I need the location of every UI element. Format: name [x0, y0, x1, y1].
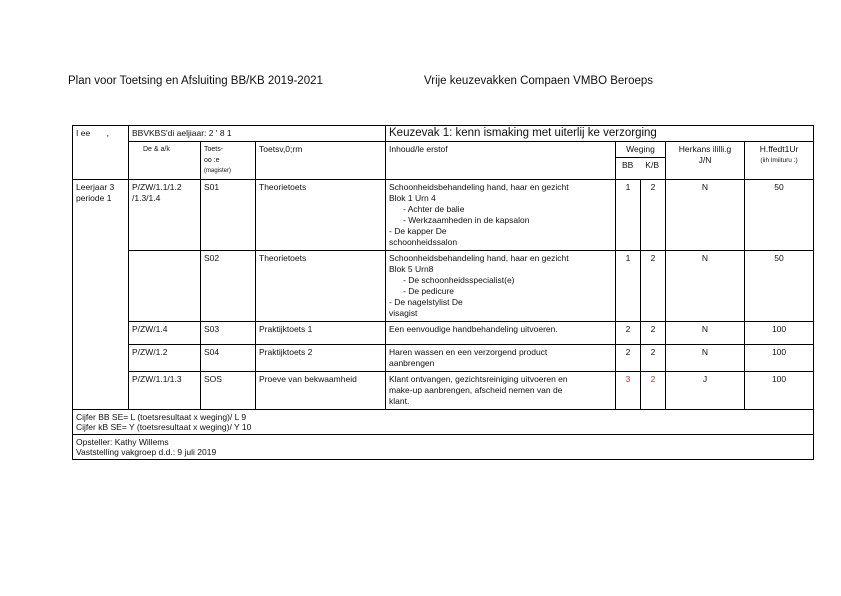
cijfer-bb: Cijfer BB SE= L (toetsresultaat x weging)/ L 9: [76, 412, 247, 422]
row2-line: visagist: [389, 308, 418, 318]
row1-vorm: Theorietoets: [256, 180, 386, 251]
row3-toetscode: S03: [201, 322, 256, 345]
row1-line: - Achter de balie: [403, 204, 465, 214]
plan-title: Plan voor Toetsing en Afsluiting BB/KB 2019-2021: [68, 75, 323, 87]
row1-herkans: N: [666, 180, 745, 251]
row4-bb: 2: [616, 345, 641, 372]
header-tijd-sub: (iih lmiituru :): [760, 157, 798, 164]
empty-header: [73, 142, 129, 180]
row2-line: - De nagelstylist De: [389, 297, 463, 307]
opsteller: Opsteller: Kathy Willems: [76, 437, 169, 447]
row5-toetscode: SOS: [201, 372, 256, 410]
row2-line: Schoonheidsbehandeling hand, haar en gezicht: [389, 253, 569, 263]
table-row: [73, 180, 814, 251]
row4-line: Haren wassen en een verzorgend product: [389, 347, 548, 357]
row3-tijd: 100: [745, 322, 814, 345]
row1-toetscode: S01: [201, 180, 256, 251]
table-row: [73, 345, 814, 372]
header-toetsvorm: Toetsv,0;rm: [256, 142, 386, 180]
row3-inhoud: Een eenvoudige handbehandeling uitvoeren.: [386, 322, 616, 345]
header-toetscode: [201, 142, 256, 180]
header-toetscode-label: Toets- oo :e: [204, 146, 224, 164]
row2-line: - De pedicure: [403, 286, 455, 296]
row4-line: aanbrengen: [389, 358, 435, 368]
row4-code: P/ZW/1.2: [129, 345, 201, 372]
table-row: [73, 372, 814, 410]
row1-tijd: 50: [745, 180, 814, 251]
row3-herkans: N: [666, 322, 745, 345]
row2-inhoud: [386, 251, 616, 322]
row2-line: Blok 5 Urn8: [389, 264, 434, 274]
header-weging-label: Weging: [626, 144, 655, 154]
row2-toetscode: S02: [201, 251, 256, 322]
period-label: Leerjaar 3 periode 1: [73, 180, 129, 410]
header-toetscode-sub: (magister): [204, 168, 232, 174]
row5-kb: 2: [641, 372, 666, 410]
row2-vorm: Theorietoets: [256, 251, 386, 322]
row5-inhoud: [386, 372, 616, 410]
vaststelling: Vaststelling vakgroep d.d.: 9 juli 2019: [76, 447, 217, 457]
row2-line: - De schoonheidsspecialist(e): [403, 275, 515, 285]
row5-line: klant.: [389, 396, 410, 406]
schooljaar-cell: [129, 126, 386, 142]
cijfer-row: [73, 410, 814, 435]
table-row: [73, 322, 814, 345]
row1-line: Schoonheidsbehandeling hand, haar en gezicht: [389, 182, 569, 192]
row5-vorm: Proeve van bekwaamheid: [256, 372, 386, 410]
row5-line: Klant ontvangen, gezichtsreiniging uitvoeren en: [389, 374, 568, 384]
row2-tijd: 50: [745, 251, 814, 322]
row4-inhoud: [386, 345, 616, 372]
row2-kb: 2: [641, 251, 666, 322]
header-code: De & a/k: [129, 142, 201, 180]
row4-herkans: N: [666, 345, 745, 372]
row5-line: make-up aanbrengen, afscheid nemen van de: [389, 385, 563, 395]
row1-kb: 2: [641, 180, 666, 251]
subject-title: Vrije keuzevakken Compaen VMBO Beroeps: [424, 75, 654, 87]
row1-bb: 1: [616, 180, 641, 251]
top-left-cell: [73, 126, 129, 142]
header-weging-bb: BB: [621, 160, 634, 170]
row5-herkans: J: [666, 372, 745, 410]
row1-inhoud: [386, 180, 616, 251]
row1-line: Blok 1 Urn 4: [389, 193, 436, 203]
row4-vorm: Praktijktoets 2: [256, 345, 386, 372]
header-weging: [616, 142, 666, 180]
opsteller-row: [73, 435, 814, 460]
row3-vorm: Praktijktoets 1: [256, 322, 386, 345]
row2-bb: 1: [616, 251, 641, 322]
schooljaar-label: BBVKBS'di aeljiaar: 2 ' 8 1: [132, 128, 232, 138]
row1-line: - De kapper De: [389, 226, 447, 236]
row1-code: P/ZW/1.1/1.2 /1.3/1.4: [129, 180, 201, 251]
header-row: [73, 142, 814, 180]
top-row: [73, 126, 814, 142]
opsteller-cell: [73, 435, 814, 460]
row5-bb: 3: [616, 372, 641, 410]
row5-code: P/ZW/1.1/1.3: [129, 372, 201, 410]
row3-bb: 2: [616, 322, 641, 345]
row1-line: schoonheidssalon: [389, 237, 458, 247]
header-tijd-label: H.ffedt1Ur: [759, 144, 799, 154]
pta-table: [72, 125, 814, 460]
row1-line: - Werkzaamheden in de kapsalon: [403, 215, 530, 225]
header-weging-kb: K/B: [645, 160, 659, 170]
row2-herkans: N: [666, 251, 745, 322]
row4-tijd: 100: [745, 345, 814, 372]
header-herkansbaar: Herkans ililli.g J/N: [666, 142, 745, 180]
row3-kb: 2: [641, 322, 666, 345]
header-inhoud: Inhoud/le erstof: [386, 142, 616, 180]
row4-toetscode: S04: [201, 345, 256, 372]
header-tijd: [745, 142, 814, 180]
top-left-b: ,: [106, 128, 109, 138]
top-left-a: I ee: [76, 128, 91, 138]
table-row: [73, 251, 814, 322]
row2-code: [129, 251, 201, 322]
cijfer-kb: Cijfer kB SE= Y (toetsresultaat x weging)/ Y 10: [76, 422, 252, 432]
row3-code: P/ZW/1.4: [129, 322, 201, 345]
row4-kb: 2: [641, 345, 666, 372]
row5-tijd: 100: [745, 372, 814, 410]
cijfer-cell: [73, 410, 814, 435]
keuzevak-title: Keuzevak 1: kenn ismaking met uiterlij ke verzorging: [386, 126, 814, 142]
